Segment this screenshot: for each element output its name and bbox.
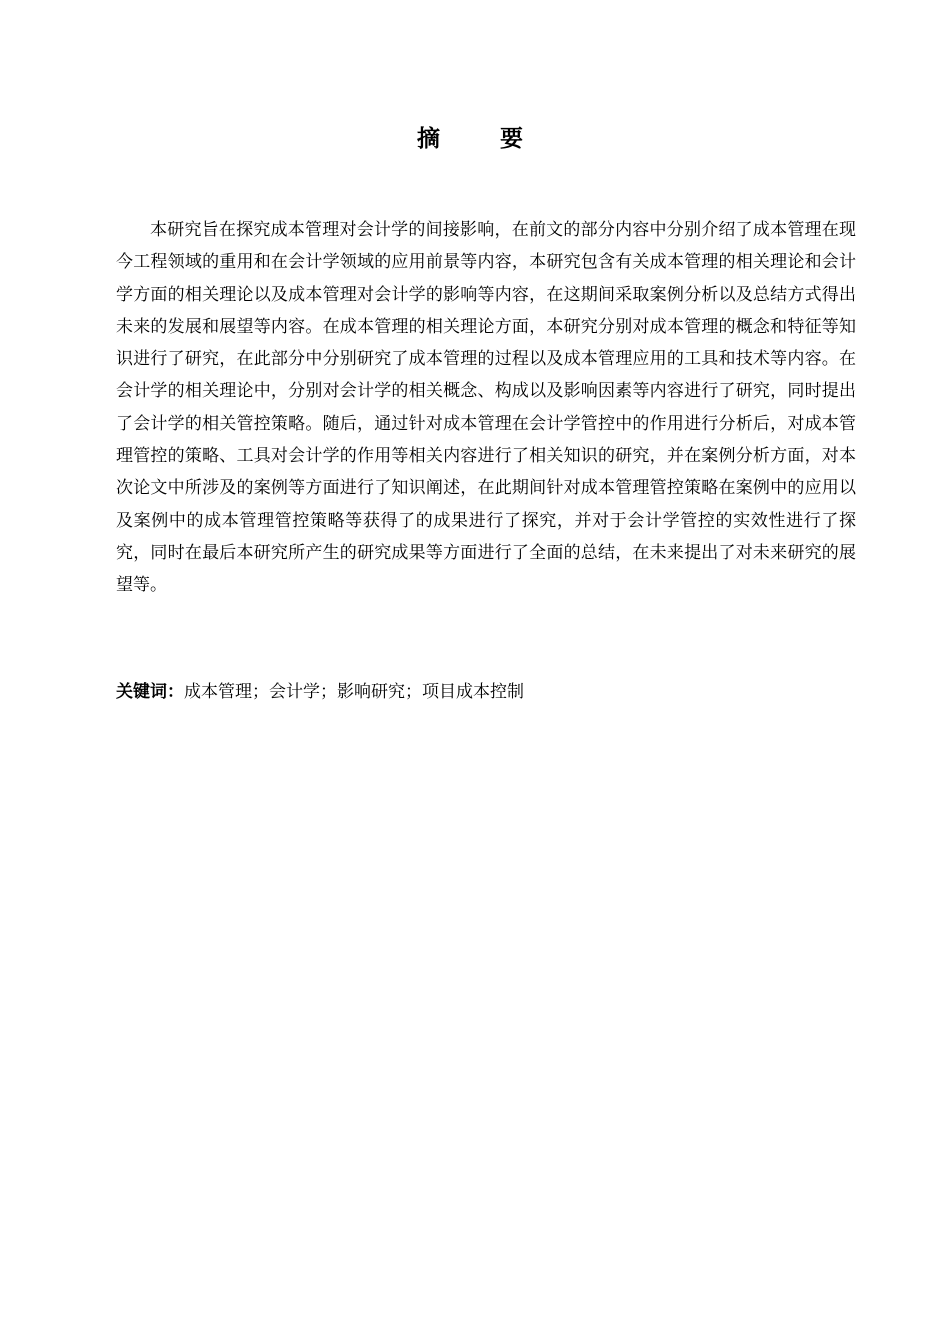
abstract-paragraph: 本研究旨在探究成本管理对会计学的间接影响，在前文的部分内容中分别介绍了成本管理在现今工程领域的重用和在会计学领域的应用前景等内容，本研究包含有关成本管理的相关理论和会计学方面的相关理论以及成本管理对会计学的影响等内容，在这期间采取案例分析以及总结方式得出未来的发展和展望等内容。在成本管理的相关理论方面，本研究分别对成本管理的概念和特征等知识进行了研究，在此部分中分别研究了成本管理的过程以及成本管理应用的工具和技术等内容。在会计学的相关理论中，分别对会计学的相关概念、构成以及影响因素等内容进行了研究，同时提出了会计学的相关管控策略。随后，通过针对成本管理在会计学管控中的作用进行分析后，对成本管理管控的策略、工具对会计学的作用等相关内容进行了相关知识的研究，并在案例分析方面，对本次论文中所涉及的案例等方面进行了知识阐述，在此期间针对成本管理管控策略在案例中的应用以及案例中的成本管理管控策略等获得了的成果进行了探究，并对于会计学管控的实效性进行了探究，同时在最后本研究所产生的研究成果等方面进行了全面的总结，在未来提出了对未来研究的展望等。 (116, 220, 856, 596)
keywords-label: 关键词： (116, 682, 184, 702)
page-title: 摘 要 (416, 125, 549, 152)
keywords-value: 成本管理；会计学；影响研究；项目成本控制 (184, 682, 524, 702)
keywords-line (116, 676, 856, 708)
